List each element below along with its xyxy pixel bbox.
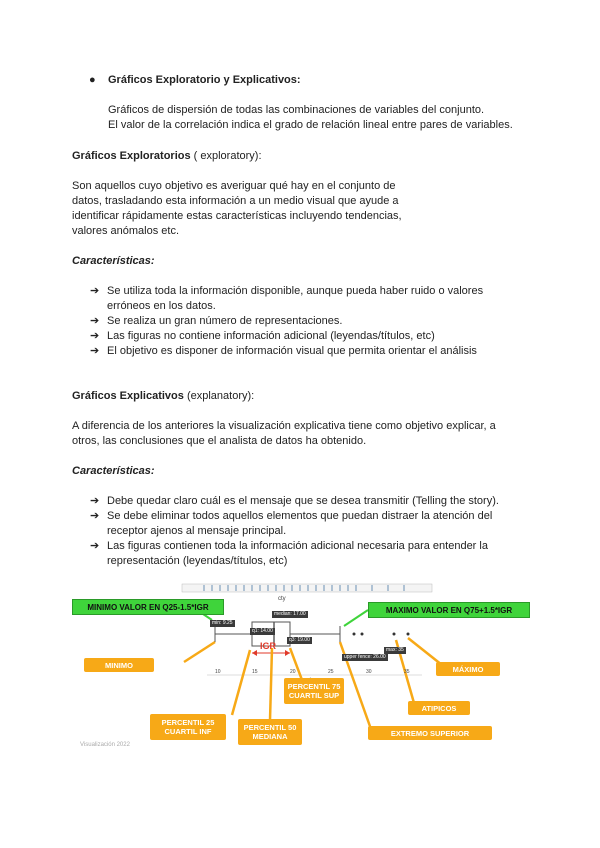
outlier-dot: [393, 633, 396, 636]
exploratory-features-title: Características:: [72, 255, 155, 267]
explanatory-para-2: otros, las conclusiones que el analista de datos ha obtenido.: [72, 435, 367, 447]
igr-label: IGR: [260, 641, 277, 651]
tick-label: 35: [404, 669, 410, 675]
arrow-icon: ➔: [90, 540, 100, 552]
maximo-box: MÁXIMO: [436, 662, 500, 676]
minimo-box: MINIMO: [84, 658, 154, 672]
leader-max-formula: [344, 610, 368, 626]
tick-label: 10: [215, 669, 221, 675]
min-formula-box: MINIMO VALOR EN Q25-1.5*IGR: [72, 599, 224, 615]
label-q1: q1: 14.00: [252, 628, 273, 634]
explanatory-feature-1: ➔ Debe quedar claro cuál es el mensaje que se desea transmitir (Telling the story).: [90, 495, 499, 507]
figure-footer: Visualización 2022: [80, 742, 130, 748]
exploratory-feature-2: ➔ Se realiza un gran número de representaciones.: [90, 315, 343, 327]
exploratory-feature-3: ➔ Las figuras no contiene información adicional (leyendas/títulos, etc): [90, 330, 435, 342]
arrow-icon: ➔: [90, 285, 100, 297]
label-upper-fence: upper fence: 26.00: [344, 654, 386, 660]
outlier-dot: [407, 633, 410, 636]
outlier-dot: [361, 633, 364, 636]
explanatory-feature-3: ➔ Las figuras contienen toda la información adicional necesaria para entender la representación (leyendas/títulos, etc): [90, 540, 488, 567]
igr-arrow-left: [252, 650, 257, 656]
exploratory-feature-1: ➔ Se utiliza toda la información disponible, aunque pueda haber ruido o valores erróneos en los datos.: [90, 285, 484, 312]
leader-minimo: [184, 642, 215, 662]
arrow-icon: ➔: [90, 315, 100, 327]
label-q3: q3: 19.00: [289, 637, 310, 643]
max-formula-box: MAXIMO VALOR EN Q75+1.5*IGR: [368, 602, 530, 618]
label-max: max: 35: [386, 647, 404, 653]
explanatory-para-1: A diferencia de los anteriores la visualización explicativa tiene como objetivo explicar, a: [72, 420, 496, 432]
arrow-icon: ➔: [90, 495, 100, 507]
label-min: min: 9.25: [212, 620, 233, 626]
explanatory-heading: Gráficos Explicativos (explanatory):: [72, 390, 255, 402]
bullet-dot: ●: [89, 74, 96, 86]
arrow-icon: ➔: [90, 330, 100, 342]
tick-label: 25: [328, 669, 334, 675]
p75-box: PERCENTIL 75 CUARTIL SUP: [284, 678, 344, 704]
exploratory-para-4: valores anómalos etc.: [72, 225, 179, 237]
label-median: median: 17.00: [274, 611, 306, 617]
exploratory-para-1: Son aquellos cuyo objetivo es averiguar qué hay en el conjunto de: [72, 180, 396, 192]
atipicos-box: ATIPICOS: [408, 701, 470, 715]
igr-arrow-right: [285, 650, 290, 656]
p25-box: PERCENTIL 25 CUARTIL INF: [150, 714, 226, 740]
leader-p50: [270, 648, 272, 720]
outlier-dot: [353, 633, 356, 636]
explanatory-feature-2: ➔ Se debe eliminar todos aquellos elementos que puedan distraer la atención del receptor ajenos al mensaje principal.: [90, 510, 493, 537]
exploratory-feature-4: ➔ El objetivo es disponer de información visual que permita orientar el análisis: [90, 345, 477, 357]
exploratory-para-3: identificar rápidamente estas características incluyendo tendencias,: [72, 210, 402, 222]
exploratory-heading: Gráficos Exploratorios ( exploratory):: [72, 150, 262, 162]
explanatory-features-title: Características:: [72, 465, 155, 477]
bullet-line-2: El valor de la correlación indica el grado de relación lineal entre pares de variables.: [108, 119, 513, 131]
bullet-line-1: Gráficos de dispersión de todas las combinaciones de variables del conjunto.: [108, 104, 485, 116]
p50-box: PERCENTIL 50 MEDIANA: [238, 719, 302, 745]
axis-top-label: cty: [278, 596, 286, 602]
extremo-superior-box: EXTREMO SUPERIOR: [368, 726, 492, 740]
boxplot-figure: [72, 580, 540, 750]
bullet-title: Gráficos Exploratorio y Explicativos:: [108, 74, 301, 86]
leader-p25: [232, 650, 250, 715]
arrow-icon: ➔: [90, 510, 100, 522]
exploratory-para-2: datos, trasladando esta información a un medio visual que ayude a: [72, 195, 399, 207]
tick-label: 15: [252, 669, 258, 675]
arrow-icon: ➔: [90, 345, 100, 357]
tick-label: 30: [366, 669, 372, 675]
leader-maximo: [408, 638, 442, 665]
tick-label: 20: [290, 669, 296, 675]
